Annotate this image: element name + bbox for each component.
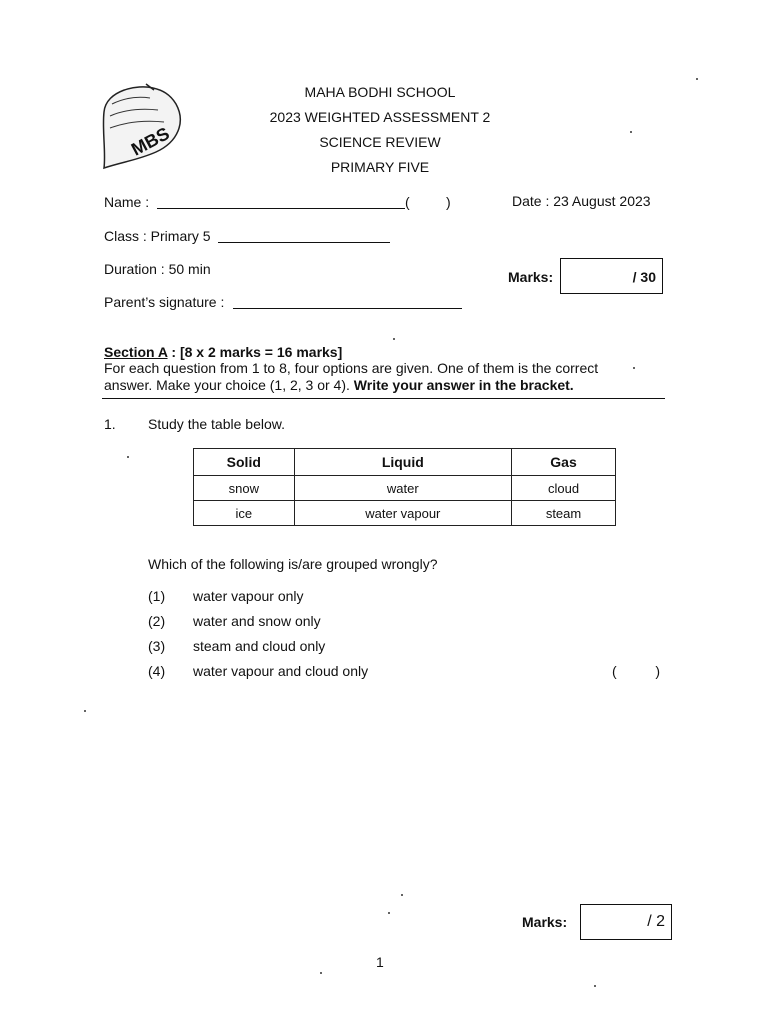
answer-bracket-open: ( bbox=[612, 663, 617, 679]
index-bracket-close: ) bbox=[446, 194, 451, 210]
option-1-text: water vapour only bbox=[193, 588, 304, 604]
parent-signature-label: Parent’s signature : bbox=[104, 294, 225, 310]
table-cell: water bbox=[294, 476, 511, 501]
table-cell: water vapour bbox=[294, 501, 511, 526]
level-title: PRIMARY FIVE bbox=[330, 159, 430, 175]
table-cell: ice bbox=[194, 501, 295, 526]
footer-marks-label: Marks: bbox=[522, 914, 568, 930]
option-1-number: (1) bbox=[148, 588, 166, 604]
question-1-prompt: Study the table below. bbox=[148, 416, 285, 432]
footer-marks-box[interactable] bbox=[580, 904, 672, 940]
question-1-number: 1. bbox=[104, 416, 116, 432]
option-3-number: (3) bbox=[148, 638, 166, 654]
marks-box[interactable] bbox=[560, 258, 663, 294]
table-header-gas: Gas bbox=[512, 449, 616, 476]
footer-marks-value: / 2 bbox=[647, 913, 665, 930]
table-row bbox=[194, 501, 616, 526]
table-cell: snow bbox=[194, 476, 295, 501]
marks-total: / 30 bbox=[632, 269, 656, 285]
section-a-heading bbox=[104, 344, 342, 360]
table-header-solid: Solid bbox=[194, 449, 295, 476]
table-cell: cloud bbox=[512, 476, 616, 501]
scan-speck bbox=[127, 456, 129, 458]
answer-bracket-close: ) bbox=[655, 663, 660, 679]
index-bracket-open: ( bbox=[405, 194, 410, 210]
logo-text: MBS bbox=[128, 123, 173, 160]
option-4-number: (4) bbox=[148, 663, 166, 679]
assessment-title: 2023 WEIGHTED ASSESSMENT 2 bbox=[269, 109, 491, 125]
table-header-liquid: Liquid bbox=[294, 449, 511, 476]
section-a-instructions bbox=[104, 360, 634, 394]
states-of-matter-table bbox=[193, 448, 616, 526]
page-number: 1 bbox=[376, 954, 384, 970]
marks-label: Marks: bbox=[508, 269, 554, 285]
scan-speck bbox=[393, 338, 395, 340]
school-name: MAHA BODHI SCHOOL bbox=[304, 84, 456, 100]
table-header-row bbox=[194, 449, 616, 476]
scan-speck bbox=[630, 131, 632, 133]
scan-speck bbox=[594, 985, 596, 987]
scan-speck bbox=[84, 710, 86, 712]
class-field-line[interactable] bbox=[218, 242, 390, 243]
leaf-logo-icon bbox=[98, 82, 188, 174]
table-cell: steam bbox=[512, 501, 616, 526]
option-2-text: water and snow only bbox=[193, 613, 321, 629]
scan-speck bbox=[388, 912, 390, 914]
class-label: Class : Primary 5 bbox=[104, 228, 211, 244]
subject-title: SCIENCE REVIEW bbox=[319, 134, 441, 150]
exam-date: Date : 23 August 2023 bbox=[512, 193, 651, 209]
scan-speck bbox=[320, 972, 322, 974]
name-field-line[interactable] bbox=[157, 208, 405, 209]
option-2-number: (2) bbox=[148, 613, 166, 629]
section-a-title: Section A bbox=[104, 344, 168, 360]
name-label: Name : bbox=[104, 194, 150, 210]
parent-signature-line[interactable] bbox=[233, 308, 462, 309]
section-a-marks: : [8 x 2 marks = 16 marks] bbox=[171, 344, 343, 360]
instruction-bold-text: Write your answer in the bracket. bbox=[353, 377, 574, 393]
scan-speck bbox=[633, 367, 635, 369]
option-4-text: water vapour and cloud only bbox=[193, 663, 369, 679]
option-3-text: steam and cloud only bbox=[193, 638, 326, 654]
table-row bbox=[194, 476, 616, 501]
scan-speck bbox=[696, 78, 698, 80]
duration: Duration : 50 min bbox=[104, 261, 211, 277]
section-divider bbox=[102, 398, 665, 399]
answer-bracket[interactable] bbox=[612, 663, 664, 679]
school-logo bbox=[98, 82, 188, 174]
instruction-text: For each question from 1 to 8, four options are given. One of them is the correct answer. Make your choice (1, 2, 3 or 4). bbox=[104, 360, 599, 393]
scan-speck bbox=[401, 894, 403, 896]
question-1-text: Which of the following is/are grouped wrongly? bbox=[148, 556, 438, 572]
